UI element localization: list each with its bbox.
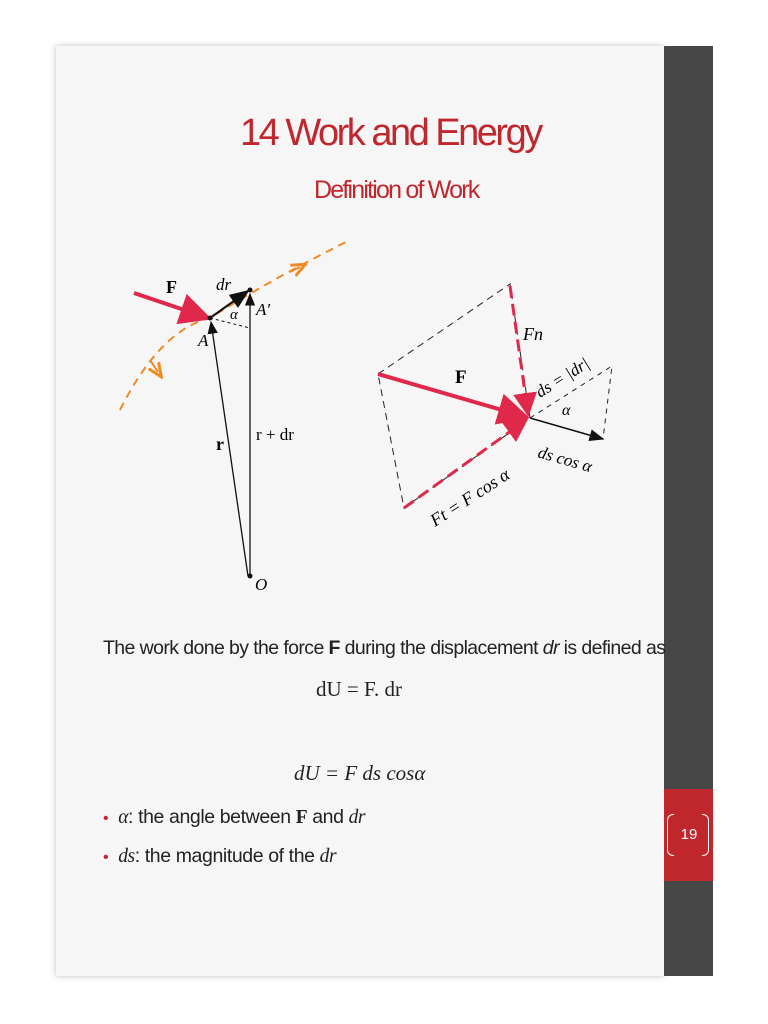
origin-label: O: [255, 575, 268, 594]
origin-point: [248, 574, 253, 579]
bullet-alpha-dr: dr: [348, 807, 366, 828]
force-label-right: F: [455, 367, 467, 388]
equation-work-scalar: dU = F ds cosα: [294, 761, 426, 785]
bullet-alpha: [103, 806, 365, 829]
trajectory-path: [120, 240, 350, 410]
right-diagram: [378, 284, 612, 531]
bullet-alpha-text: : the angle between: [128, 806, 296, 828]
intro-sentence: [103, 637, 665, 660]
bullet-ds-symbol: ds: [118, 846, 135, 867]
bullet-alpha-force: F: [295, 807, 308, 828]
intro-part-2: during the displacement: [339, 637, 543, 659]
bullet-ds-dr: dr: [319, 846, 337, 867]
fn-label: Fn: [523, 324, 543, 344]
point-a-prime-label: A′: [256, 300, 271, 319]
slide-subtitle: Definition of Work: [314, 176, 479, 204]
slide-title: 14 Work and Energy: [240, 112, 541, 154]
force-arrow-right: [378, 374, 526, 417]
fn-arrow: [510, 286, 528, 414]
point-a: [208, 316, 213, 321]
force-label-left: F: [166, 277, 177, 297]
alpha-label-left: α: [230, 307, 238, 323]
ds-cos-label: ds cos α: [535, 442, 595, 477]
bullet-alpha-and: and: [307, 806, 349, 828]
intro-force-symbol: F: [328, 637, 340, 659]
dr-arrow: [210, 291, 248, 318]
r-plus-dr-label: r + dr: [256, 425, 294, 444]
ft-label: Ft = F cos α: [426, 464, 514, 531]
bullet-ds-text: : the magnitude of the: [134, 845, 320, 867]
intro-dr-symbol: dr: [542, 637, 559, 659]
ds-label: ds = |dr|: [532, 353, 593, 402]
equation-work-definition: dU = F. dr: [316, 677, 402, 701]
trajectory-arrow-1: [150, 360, 158, 372]
intro-part-3: is defined as: [558, 637, 666, 659]
point-a-label: A: [198, 331, 209, 350]
bullet-alpha-symbol: α: [118, 807, 129, 828]
ds-cos-arrow: [530, 418, 603, 439]
page-number: 19: [680, 826, 698, 843]
intro-part-1: The work done by the force: [103, 637, 329, 659]
bullet-dot: •: [103, 849, 109, 866]
bullet-ds: [103, 845, 336, 868]
r-label: r: [216, 434, 224, 454]
point-a-prime: [248, 288, 253, 293]
dr-label: dr: [216, 275, 232, 294]
alpha-label-right: α: [562, 402, 571, 419]
bullet-dot: •: [103, 810, 109, 827]
left-diagram: [120, 240, 350, 594]
